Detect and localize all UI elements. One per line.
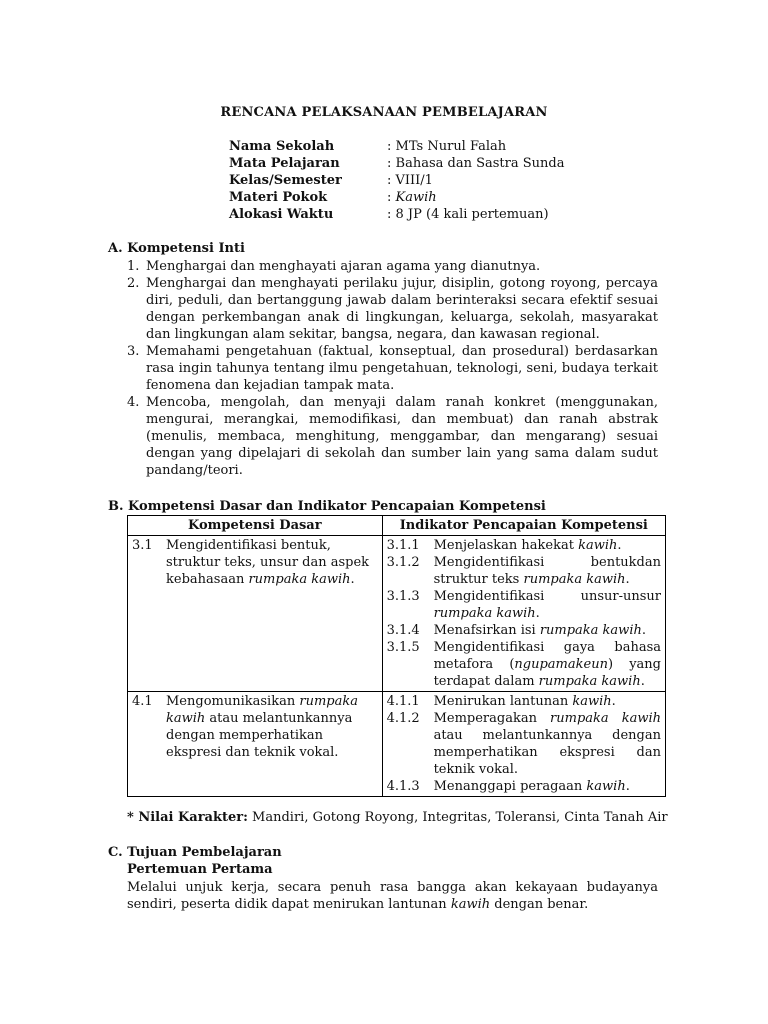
indicator-text-italic: rumpaka kawih bbox=[523, 572, 626, 587]
list-number: 2. bbox=[127, 276, 140, 291]
indicator-text-italic: rumpaka kawih bbox=[539, 623, 642, 638]
indicator-text-tail: . bbox=[625, 779, 630, 794]
identity-row bbox=[229, 172, 649, 189]
identity-row bbox=[229, 206, 649, 223]
kd-cell bbox=[128, 692, 383, 797]
indicator-code: 4.1.1 bbox=[386, 694, 420, 709]
nilai-label: * Nilai Karakter: bbox=[127, 810, 248, 825]
kd-code: 3.1 bbox=[132, 538, 153, 553]
indicator-code: 3.1.3 bbox=[386, 589, 420, 604]
indicator-text-italic: rumpaka kawih bbox=[433, 606, 536, 621]
kd-code: 4.1 bbox=[132, 694, 153, 709]
indicator-item bbox=[387, 710, 661, 778]
indicator-text-tail: . bbox=[625, 572, 630, 587]
indicator-text-tail: . bbox=[641, 623, 646, 638]
identity-value-prefix: : bbox=[387, 190, 396, 205]
nilai-text: Mandiri, Gotong Royong, Integritas, Toleransi, Cinta Tanah Air bbox=[247, 810, 668, 825]
indicator-text-italic: kawih bbox=[572, 694, 612, 709]
kd-text-italic: rumpaka kawih bbox=[166, 694, 358, 726]
indicator-text-part: Menjelaskan hakekat bbox=[433, 538, 579, 553]
column-header-ipk: Indikator Pencapaian Kompetensi bbox=[382, 516, 665, 536]
identity-label: Mata Pelajaran bbox=[229, 156, 340, 171]
indicator-text-part: Memperagakan bbox=[433, 711, 551, 726]
indicator-text-italic: kawih bbox=[578, 538, 618, 553]
kd-text-part: Mengomunikasikan bbox=[166, 694, 300, 709]
list-item bbox=[127, 258, 658, 275]
indicator-text bbox=[434, 588, 661, 622]
kd-text-tail: atau melantunkannya dengan memperhatikan ekspresi dan teknik vokal. bbox=[166, 711, 353, 760]
indicator-text-tail: . bbox=[640, 674, 645, 689]
list-number: 3. bbox=[127, 344, 140, 359]
indicator-text-tail: ) yang terdapat dalam bbox=[433, 657, 661, 689]
competency-table bbox=[127, 515, 666, 797]
kd-text bbox=[166, 693, 378, 761]
indicator-text-tail: . bbox=[535, 606, 540, 621]
indicator-text-part: Mengidentifikasi bentukdan struktur teks bbox=[433, 555, 661, 587]
kd-text-italic: rumpaka kawih bbox=[248, 572, 351, 587]
identity-row bbox=[229, 189, 649, 206]
identity-row bbox=[229, 138, 649, 155]
indicator-text bbox=[434, 693, 661, 710]
column-header-kd: Kompetensi Dasar bbox=[128, 516, 383, 536]
indicator-text-part: Mengidentifikasi unsur-unsur bbox=[433, 589, 661, 604]
indicator-code: 3.1.2 bbox=[386, 555, 420, 570]
indicator-text bbox=[434, 537, 661, 554]
indicator-text-part: Menafsirkan isi bbox=[433, 623, 540, 638]
section-c-paragraph bbox=[127, 879, 658, 913]
indicator-text bbox=[434, 778, 661, 795]
indicator-code: 3.1.1 bbox=[386, 538, 420, 553]
indicator-text-tail: . bbox=[617, 538, 622, 553]
kd-cell bbox=[128, 536, 383, 692]
list-item bbox=[127, 394, 658, 479]
nilai-karakter bbox=[127, 809, 687, 826]
paragraph-italic: kawih bbox=[450, 897, 491, 912]
section-a-heading: A. Kompetensi Inti bbox=[108, 241, 245, 256]
indicator-item bbox=[387, 537, 661, 554]
indicator-cell bbox=[382, 692, 665, 797]
indicator-item bbox=[387, 693, 661, 710]
identity-value: : Bahasa dan Sastra Sunda bbox=[387, 156, 565, 171]
indicator-text bbox=[434, 622, 661, 639]
kd-text-tail: . bbox=[350, 572, 355, 587]
indicator-text bbox=[434, 710, 661, 778]
indicator-code: 3.1.4 bbox=[386, 623, 420, 638]
list-item bbox=[127, 343, 658, 394]
list-text: Memahami pengetahuan (faktual, konseptual, dan prosedural) berdasarkan rasa ingin tahunya tentang ilmu pengetahuan, teknologi, seni, budaya terkait fenomena dan kejadian tampak mata. bbox=[146, 344, 658, 393]
kompetensi-inti-list bbox=[127, 258, 658, 479]
indicator-text-italic: ngupamakeun bbox=[514, 657, 608, 672]
paragraph-text: Melalui unjuk kerja, secara penuh rasa bangga akan kekayaan budayanya sendiri, peserta didik dapat menirukan lantunan bbox=[127, 880, 658, 912]
kd-text-part: Mengidentifikasi bentuk, struktur teks, unsur dan aspek kebahasaan bbox=[166, 538, 370, 587]
indicator-item bbox=[387, 639, 661, 690]
identity-row bbox=[229, 155, 649, 172]
indicator-cell bbox=[382, 536, 665, 692]
list-item bbox=[127, 275, 658, 343]
section-c-subheading: Pertemuan Pertama bbox=[127, 862, 273, 877]
identity-value: : VIII/1 bbox=[387, 173, 433, 188]
list-text: Menghargai dan menghayati ajaran agama yang dianutnya. bbox=[146, 259, 541, 274]
indicator-code: 3.1.5 bbox=[386, 640, 420, 655]
indicator-text-tail: . bbox=[611, 694, 616, 709]
identity-label: Kelas/Semester bbox=[229, 173, 342, 188]
list-text: Mencoba, mengolah, dan menyaji dalam ranah konkret (menggunakan, mengurai, merangkai, memodifikasi, dan membuat) dan ranah abstrak (menulis, membaca, menghitung, menggambar, dan mengarang) sesuai dengan yang dipelajari di sekolah dan sumber lain yang sama dalam sudut pandang/teori. bbox=[146, 395, 658, 478]
identity-block bbox=[229, 138, 649, 223]
identity-value-italic: Kawih bbox=[395, 190, 437, 205]
indicator-item bbox=[387, 622, 661, 639]
identity-value bbox=[387, 189, 649, 206]
table-row bbox=[128, 692, 666, 797]
indicator-text-part: Mengidentifikasi gaya bahasa metafora ( bbox=[433, 640, 661, 672]
indicator-text bbox=[434, 554, 661, 588]
list-number: 1. bbox=[127, 259, 140, 274]
list-text: Menghargai dan menghayati perilaku jujur, disiplin, gotong royong, percaya diri, peduli, dan bertanggung jawab dalam berinteraksi secara efektif sesuai dengan perkembangan anak di lingkungan, keluarga, sekolah, masyarakat dan lingkungan alam sekitar, bangsa, negara, dan kawasan regional. bbox=[146, 276, 658, 342]
indicator-item bbox=[387, 778, 661, 795]
paragraph-tail: dengan benar. bbox=[490, 897, 589, 912]
indicator-text-tail: atau melantunkannya dengan memperhatikan ekspresi dan teknik vokal. bbox=[433, 728, 661, 777]
indicator-text-italic: kawih bbox=[586, 779, 626, 794]
indicator-code: 4.1.3 bbox=[386, 779, 420, 794]
indicator-code: 4.1.2 bbox=[386, 711, 420, 726]
identity-label: Alokasi Waktu bbox=[229, 207, 334, 222]
indicator-text bbox=[434, 639, 661, 690]
section-c-heading: C. Tujuan Pembelajaran bbox=[108, 845, 282, 860]
indicator-text-italic: rumpaka kawih bbox=[538, 674, 641, 689]
indicator-item bbox=[387, 588, 661, 622]
identity-value: : MTs Nurul Falah bbox=[387, 139, 507, 154]
section-b-heading: B. Kompetensi Dasar dan Indikator Pencapaian Kompetensi bbox=[108, 499, 546, 514]
list-number: 4. bbox=[127, 395, 140, 410]
indicator-text-italic: rumpaka kawih bbox=[550, 711, 661, 726]
identity-value: : 8 JP (4 kali pertemuan) bbox=[387, 207, 549, 222]
identity-label: Nama Sekolah bbox=[229, 139, 335, 154]
kd-text bbox=[166, 537, 378, 588]
table-header-row bbox=[128, 516, 666, 536]
indicator-item bbox=[387, 554, 661, 588]
identity-label: Materi Pokok bbox=[229, 190, 328, 205]
indicator-text-part: Menanggapi peragaan bbox=[433, 779, 587, 794]
document-title: RENCANA PELAKSANAAN PEMBELAJARAN bbox=[220, 105, 548, 120]
indicator-text-part: Menirukan lantunan bbox=[433, 694, 573, 709]
table-row bbox=[128, 536, 666, 692]
